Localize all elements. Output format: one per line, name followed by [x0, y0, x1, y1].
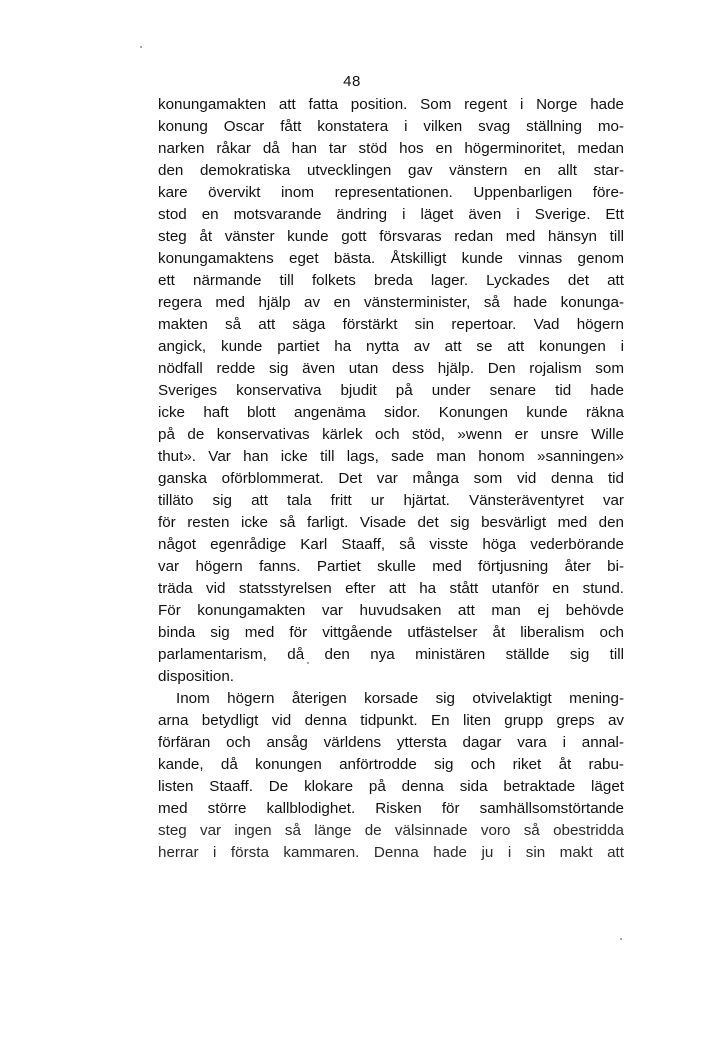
- text-line: på de konservativas kärlek och stöd, »wenn er unsre Wille: [158, 426, 624, 443]
- text-line: stod en motsvarande ändring i läget även i Sverige. Ett: [158, 206, 624, 223]
- text-line: parlamentarism, då den nya ministären ställde sig till: [158, 646, 624, 663]
- text-line: herrar i första kammaren. Denna hade ju i sin makt att: [158, 844, 624, 861]
- text-line: var högern fanns. Partiet skulle med förtjusning åter bi-: [158, 558, 624, 575]
- text-line: arna betydligt vid denna tidpunkt. En liten grupp greps av: [158, 712, 624, 729]
- text-line: thut». Var han icke till lags, sade man honom »sanningen»: [158, 448, 624, 465]
- text-line: tilläto sig att tala fritt ur hjärtat. Vänsteräventyret var: [158, 492, 624, 509]
- text-line: den demokratiska utvecklingen gav vänstern en allt star-: [158, 162, 624, 179]
- text-line: ganska oförblommerat. Det var många som vid denna tid: [158, 470, 624, 487]
- text-line: Sveriges konservativa bjudit på under senare tid hade: [158, 382, 624, 399]
- text-line: narken råkar då han tar stöd hos en högerminoritet, medan: [158, 140, 624, 157]
- text-line: icke haft blott angenäma sidor. Konungen kunde räkna: [158, 404, 624, 421]
- text-line: konung Oscar fått konstatera i vilken svag ställning mo-: [158, 118, 624, 135]
- text-line: för resten icke så farligt. Visade det sig besvärligt med den: [158, 514, 624, 531]
- text-line: angick, kunde partiet ha nytta av att se att konungen i: [158, 338, 624, 355]
- text-line: kare övervikt inom representationen. Uppenbarligen före-: [158, 184, 624, 201]
- text-line: listen Staaff. De klokare på denna sida betraktade läget: [158, 778, 624, 795]
- text-line: konungamaktens eget bästa. Åtskilligt kunde vinnas genom: [158, 250, 624, 267]
- text-line: makten så att säga förstärkt sin repertoar. Vad högern: [158, 316, 624, 333]
- body-text: [158, 94, 624, 864]
- text-line: ett närmande till folkets breda lager. Lyckades det att: [158, 272, 624, 289]
- text-line: träda vid statsstyrelsen efter att ha stått utanför en stund.: [158, 580, 624, 597]
- text-line: För konungamakten var huvudsaken att man ej behövde: [158, 602, 624, 619]
- print-speck: [140, 46, 142, 48]
- paragraph-start-line: Inom högern återigen korsade sig otvivelaktigt mening-: [176, 690, 624, 707]
- text-line: regera med hjälp av en vänsterminister, så hade konunga-: [158, 294, 624, 311]
- paragraph-end-line: disposition.: [158, 668, 234, 685]
- text-line: nödfall redde sig även utan dess hjälp. Den rojalism som: [158, 360, 624, 377]
- text-line: med större kallblodighet. Risken för samhällsomstörtande: [158, 800, 624, 817]
- text-line: kande, då konungen anförtrodde sig och riket åt rabu-: [158, 756, 624, 773]
- text-line: steg åt vänster kunde gott försvaras redan med hänsyn till: [158, 228, 624, 245]
- page-number: 48: [343, 73, 361, 90]
- text-line: förfäran och ansåg världens yttersta dagar vara i annal-: [158, 734, 624, 751]
- text-line: konungamakten att fatta position. Som regent i Norge hade: [158, 96, 624, 113]
- text-line: steg var ingen så länge de välsinnade voro så obestridda: [158, 822, 624, 839]
- text-line: något egenrådige Karl Staaff, så visste höga vederbörande: [158, 536, 624, 553]
- text-line: binda sig med för vittgående utfästelser åt liberalism och: [158, 624, 624, 641]
- print-speck: [620, 938, 622, 940]
